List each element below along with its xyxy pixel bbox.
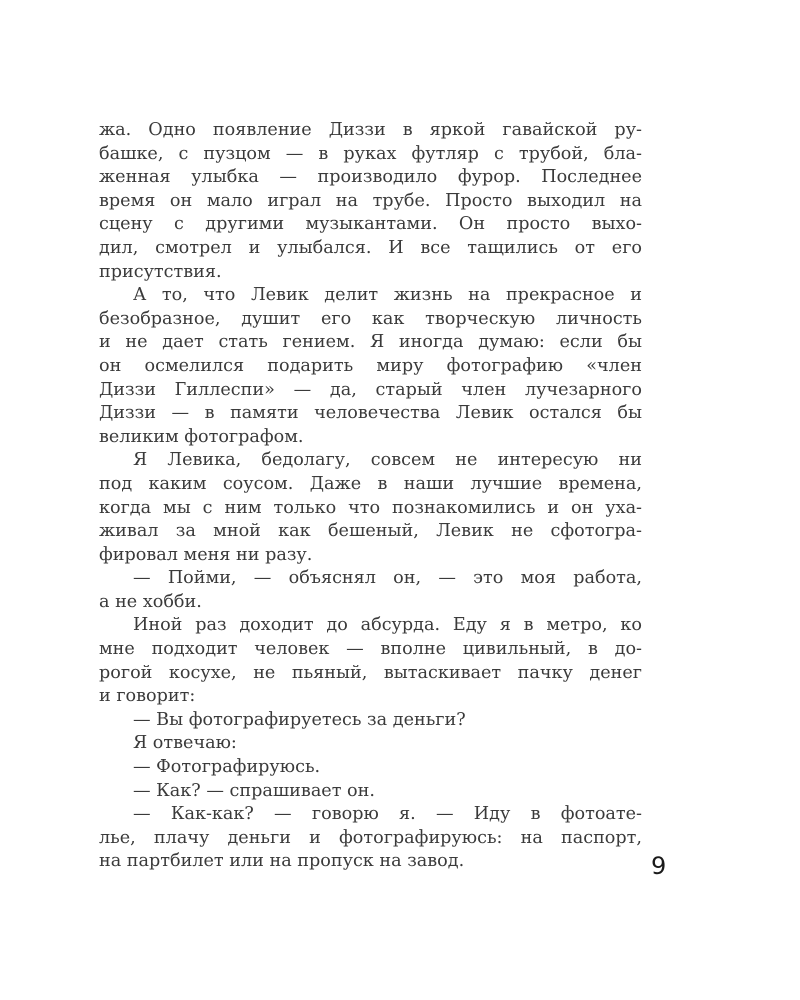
- text-line: на партбилет или на пропуск на завод.: [99, 851, 465, 872]
- text-line: сцену с другими музыкантами. Он просто выхо-: [99, 214, 642, 235]
- text-line: дил, смотрел и улыбался. И все тащились от его: [99, 237, 642, 258]
- text-line: и говорит:: [99, 686, 196, 707]
- text-line: А то, что Левик делит жизнь на прекрасное и: [133, 285, 642, 306]
- text-line: — Пойми, — объяснял он, — это моя работа,: [133, 568, 642, 589]
- body-text: [99, 119, 642, 874]
- text-line: а не хобби.: [99, 591, 202, 612]
- text-line: башке, с пузцом — в руках футляр с трубой, бла-: [99, 143, 642, 164]
- text-line: он осмелился подарить миру фотографию «член: [99, 355, 642, 376]
- text-line: великим фотографом.: [99, 426, 304, 447]
- text-line: присутствия.: [99, 261, 222, 282]
- text-line: Иной раз доходит до абсурда. Еду я в метро, ко: [133, 615, 642, 636]
- text-line: Диззи — в памяти человечества Левик остался бы: [99, 403, 642, 424]
- text-line: — Фотографируюсь.: [133, 757, 321, 778]
- text-line: лье, плачу деньги и фотографируюсь: на паспорт,: [99, 827, 642, 848]
- text-line: время он мало играл на трубе. Просто выходил на: [99, 190, 642, 211]
- text-line: Я Левика, бедолагу, совсем не интересую ни: [133, 450, 642, 471]
- text-line: — Как-как? — говорю я. — Иду в фотоате-: [133, 804, 642, 825]
- text-line: живал за мной как бешеный, Левик не сфотогра-: [99, 521, 642, 542]
- text-line: мне подходит человек — вполне цивильный, в до-: [99, 639, 642, 660]
- text-line: жа. Одно появление Диззи в яркой гавайской ру-: [99, 120, 642, 140]
- page-number: 9: [651, 852, 667, 880]
- text-line: женная улыбка — производило фурор. Последнее: [99, 167, 642, 188]
- text-line: и не дает стать гением. Я иногда думаю: если бы: [99, 332, 642, 353]
- text-line: фировал меня ни разу.: [99, 544, 313, 565]
- text-line: Диззи Гиллеспи» — да, старый член лучезарного: [99, 379, 642, 400]
- text-line: — Вы фотографируетесь за деньги?: [133, 709, 466, 730]
- text-line: — Как? — спрашивает он.: [133, 780, 375, 801]
- text-line: безобразное, душит его как творческую личность: [99, 308, 642, 329]
- text-line: под каким соусом. Даже в наши лучшие времена,: [99, 473, 642, 494]
- text-line: когда мы с ним только что познакомились и он уха-: [99, 497, 642, 518]
- text-line: рогой косухе, не пьяный, вытаскивает пачку денег: [99, 662, 642, 683]
- text-line: Я отвечаю:: [133, 733, 237, 754]
